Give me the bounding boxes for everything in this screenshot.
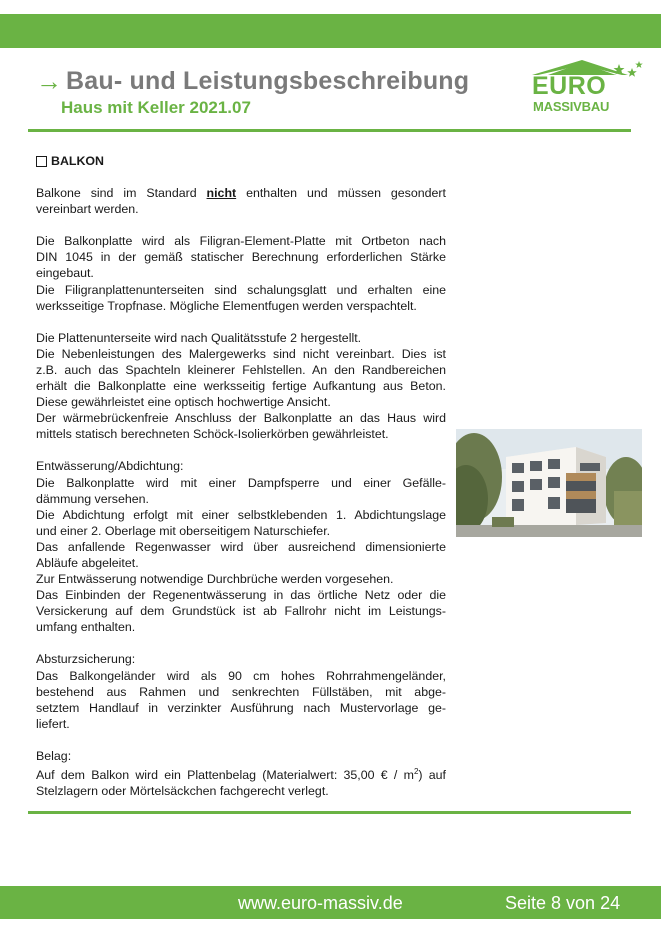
text-line: Das anfallende Regenwasser wird über ausreichend dimensionierte bbox=[36, 539, 446, 554]
arrow-right-icon: → bbox=[36, 66, 62, 96]
text-line: dämmung versehen. bbox=[36, 491, 149, 506]
logo-text-massivbau: MASSIVBAU bbox=[533, 99, 610, 114]
paragraph-balkonplatte bbox=[36, 233, 446, 313]
header-divider bbox=[28, 129, 631, 132]
text-line: Die Plattenunterseite wird nach Qualitätsstufe 2 hergestellt. bbox=[36, 330, 362, 345]
text-line: Die Nebenleistungen des Malergewerks sind nicht vereinbart. Dies ist bbox=[36, 346, 446, 361]
text-fragment: ) auf bbox=[418, 768, 446, 783]
text-line: erhält die Balkonplatte eine werksseitig fertige Aufkantung aus Beton. bbox=[36, 379, 446, 394]
text-line: setztem Handlauf in verzinkter Ausführung nach Mustervorlage ge- bbox=[36, 700, 446, 715]
balcony-building-photo bbox=[456, 429, 642, 537]
text-line: mittels statisch berechneten Schöck-Isolierkörben gewährleistet. bbox=[36, 427, 389, 442]
text-line: Belag: bbox=[36, 748, 72, 763]
text-line: werksseitige Tropfnase. Mögliche Elementfugen werden verspachtelt. bbox=[36, 298, 417, 313]
text-line: z.B. auch das Spachteln kleinerer Fehlstellen. An den Randbereichen bbox=[36, 362, 446, 377]
document-header bbox=[36, 64, 506, 118]
emphasis-nicht: nicht bbox=[206, 186, 237, 201]
paragraph-absturzsicherung bbox=[36, 651, 446, 731]
logo-text-euro: EURO bbox=[532, 72, 607, 100]
superscript: 2 bbox=[413, 767, 419, 776]
paragraph-unterseite bbox=[36, 330, 446, 443]
top-green-bar bbox=[0, 14, 661, 48]
text-line: bestehend aus Rahmen und senkrechten Füllstäben, mit abge- bbox=[36, 684, 446, 699]
text-line: Die Balkonplatte wird mit einer Dampfsperre und einer Gefälle- bbox=[36, 475, 446, 490]
section-content bbox=[36, 153, 446, 815]
checkbox-icon bbox=[36, 156, 47, 167]
text-line bbox=[36, 764, 446, 783]
text-line: Zur Entwässerung notwendige Durchbrüche werden vorgesehen. bbox=[36, 572, 394, 587]
document-title: Bau- und Leistungsbeschreibung bbox=[66, 66, 470, 95]
text-line: eingebaut. bbox=[36, 266, 94, 281]
text-line: Die Filigranplattenunterseiten sind schalungsglatt und erhalten eine bbox=[36, 282, 446, 297]
text-line: Stelzlagern oder Mörtelsäckchen fachgerecht verlegt. bbox=[36, 784, 329, 799]
paragraph-belag bbox=[36, 748, 446, 799]
paragraph-standard bbox=[36, 185, 446, 217]
text-line: Die Balkonplatte wird als Filigran-Element-Platte mit Ortbeton nach bbox=[36, 234, 446, 249]
paragraph-entwaesserung bbox=[36, 458, 446, 635]
text-line: und einer 2. Oberlage mit oberseitigem Naturschiefer. bbox=[36, 523, 331, 538]
text-line: liefert. bbox=[36, 716, 70, 731]
text-fragment: Auf dem Balkon wird ein Plattenbelag (Materialwert: 35,00 € / m bbox=[36, 768, 414, 783]
text-fragment: Balkone sind im Standard bbox=[36, 186, 207, 201]
text-line: Das Einbinden der Regenentwässerung in das örtliche Netz oder die bbox=[36, 588, 446, 603]
page-number: Seite 8 von 24 bbox=[505, 893, 621, 913]
text-line bbox=[36, 185, 446, 201]
text-line: vereinbart werden. bbox=[36, 202, 139, 217]
text-line: DIN 1045 in der gemäß statischer Berechnung erforderlichen Stärke bbox=[36, 250, 446, 265]
text-line: Entwässerung/Abdichtung: bbox=[36, 459, 184, 474]
text-line: Versickerung auf dem Grundstück ist ab Fallrohr nicht im Leistungs- bbox=[36, 604, 446, 619]
text-line: Abläufe abgeleitet. bbox=[36, 555, 139, 570]
text-line: Absturzsicherung: bbox=[36, 652, 136, 667]
title-line bbox=[36, 64, 506, 98]
section-heading bbox=[36, 153, 446, 169]
text-line: umfang enthalten. bbox=[36, 620, 136, 635]
document-subtitle: Haus mit Keller 2021.07 bbox=[61, 98, 251, 117]
text-line: Der wärmebrückenfreie Anschluss der Balkonplatte an das Haus wird bbox=[36, 411, 446, 426]
section-heading-text: BALKON bbox=[51, 154, 104, 168]
text-line: Die Abdichtung erfolgt mit einer selbstklebenden 1. Abdichtungslage bbox=[36, 507, 446, 522]
footer-website-link[interactable]: www.euro-massiv.de bbox=[238, 893, 403, 913]
text-line: Das Balkongeländer wird als 90 cm hohes Rohrrahmengeländer, bbox=[36, 668, 446, 683]
euro-massivbau-logo bbox=[528, 58, 648, 120]
footer-divider bbox=[28, 811, 631, 814]
text-line: Diese gewährleistet eine optisch hochwertige Ansicht. bbox=[36, 395, 331, 410]
text-fragment: enthalten und müssen gesondert bbox=[236, 186, 446, 201]
